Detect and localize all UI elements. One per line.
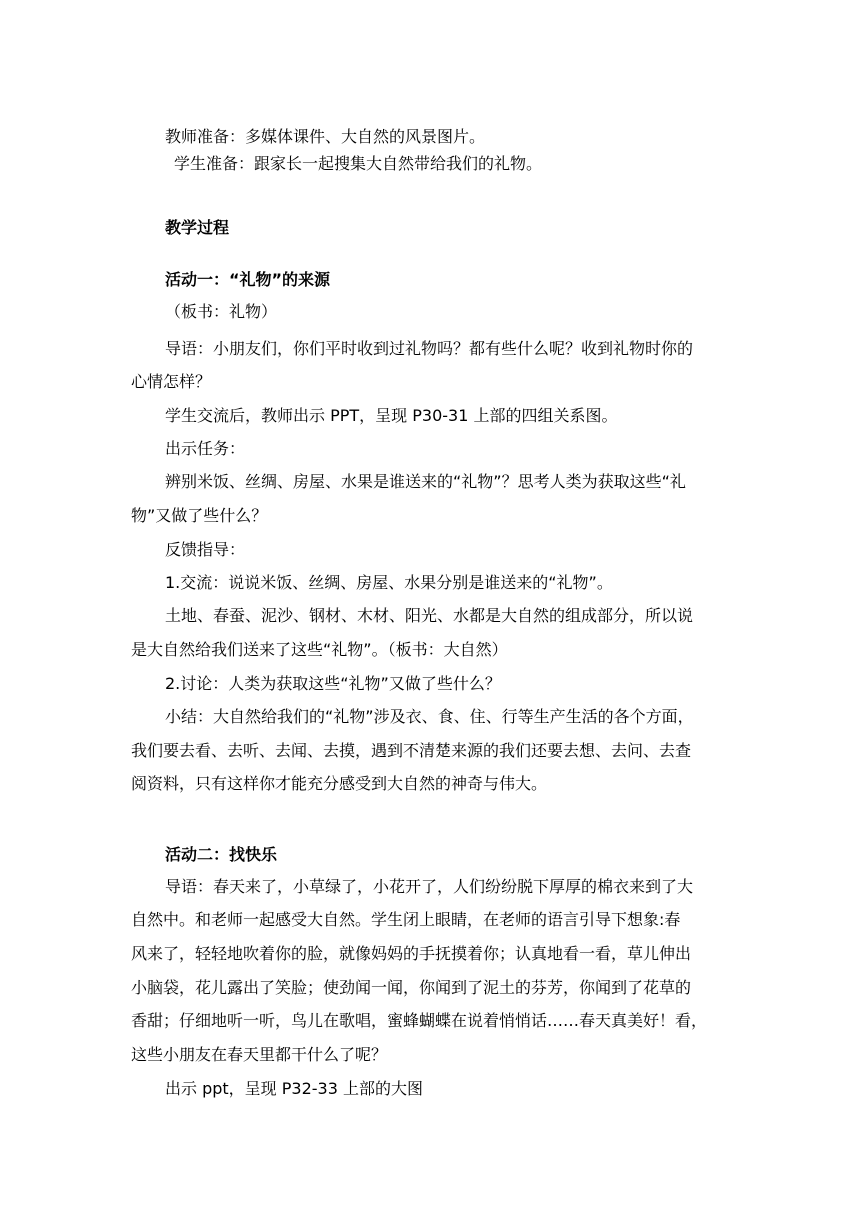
activity2-intro-line4: 小脑袋，花儿露出了笑脸；使劲闻一闻，你闻到了泥土的芬芳，你闻到了花草的 bbox=[131, 978, 692, 997]
teacher-prep-line: 教师准备：多媒体课件、大自然的风景图片。 bbox=[165, 127, 486, 146]
activity1-paragraph-line2: 是大自然给我们送来了这些“礼物”。（板书：大自然） bbox=[131, 640, 508, 659]
activity1-board-note: （板书：礼物） bbox=[165, 302, 278, 321]
student-prep-line: 学生准备：跟家长一起搜集大自然带给我们的礼物。 bbox=[174, 154, 543, 173]
activity1-paragraph-line1: 土地、春蚕、泥沙、钢材、木材、阳光、水都是大自然的组成部分，所以说 bbox=[165, 606, 694, 625]
process-heading: 教学过程 bbox=[165, 218, 230, 237]
activity1-intro-line2: 心情怎样？ bbox=[131, 372, 212, 391]
activity1-task-label: 出示任务： bbox=[165, 439, 246, 458]
activity1-task-line2: 物”又做了些什么？ bbox=[131, 506, 268, 525]
activity1-exchange-line: 学生交流后，教师出示 PPT，呈现 P30-31 上部的四组关系图。 bbox=[165, 406, 618, 425]
activity1-item2: 2.讨论：人类为获取这些“礼物”又做了些什么？ bbox=[165, 674, 501, 693]
activity1-summary-line1: 小结：大自然给我们的“礼物”涉及衣、食、住、行等生产生活的各个方面， bbox=[165, 707, 694, 726]
activity2-intro-line6: 这些小朋友在春天里都干什么了呢？ bbox=[131, 1045, 388, 1064]
activity2-intro-line5: 香甜；仔细地听一听，鸟儿在歌唱，蜜蜂蝴蝶在说着悄悄话……春天真美好！看， bbox=[131, 1011, 708, 1030]
activity1-task-line1: 辨别米饭、丝绸、房屋、水果是谁送来的“礼物”？思考人类为获取这些“礼 bbox=[165, 472, 686, 491]
activity1-heading: 活动一：“礼物”的来源 bbox=[165, 270, 331, 289]
activity2-heading: 活动二：找快乐 bbox=[165, 845, 278, 864]
activity2-intro-line2: 自然中。和老师一起感受大自然。学生闭上眼睛，在老师的语言引导下想象:春 bbox=[131, 910, 681, 929]
activity1-item1: 1.交流：说说米饭、丝绸、房屋、水果分别是谁送来的“礼物”。 bbox=[165, 573, 613, 592]
activity1-summary-line2: 我们要去看、去听、去闻、去摸，遇到不清楚来源的我们还要去想、去问、去查 bbox=[131, 741, 692, 760]
activity2-intro-line3: 风来了，轻轻地吹着你的脸，就像妈妈的手抚摸着你；认真地看一看，草儿伸出 bbox=[131, 944, 692, 963]
activity2-intro-line1: 导语：春天来了，小草绿了，小花开了，人们纷纷脱下厚厚的棉衣来到了大 bbox=[165, 877, 694, 896]
activity1-feedback-label: 反馈指导： bbox=[165, 540, 246, 559]
activity1-summary-line3: 阅资料，只有这样你才能充分感受到大自然的神奇与伟大。 bbox=[131, 774, 548, 793]
activity2-show-line: 出示 ppt，呈现 P32-33 上部的大图 bbox=[165, 1079, 423, 1098]
activity1-intro-line1: 导语：小朋友们，你们平时收到过礼物吗？都有些什么呢？收到礼物时你的 bbox=[165, 339, 694, 358]
